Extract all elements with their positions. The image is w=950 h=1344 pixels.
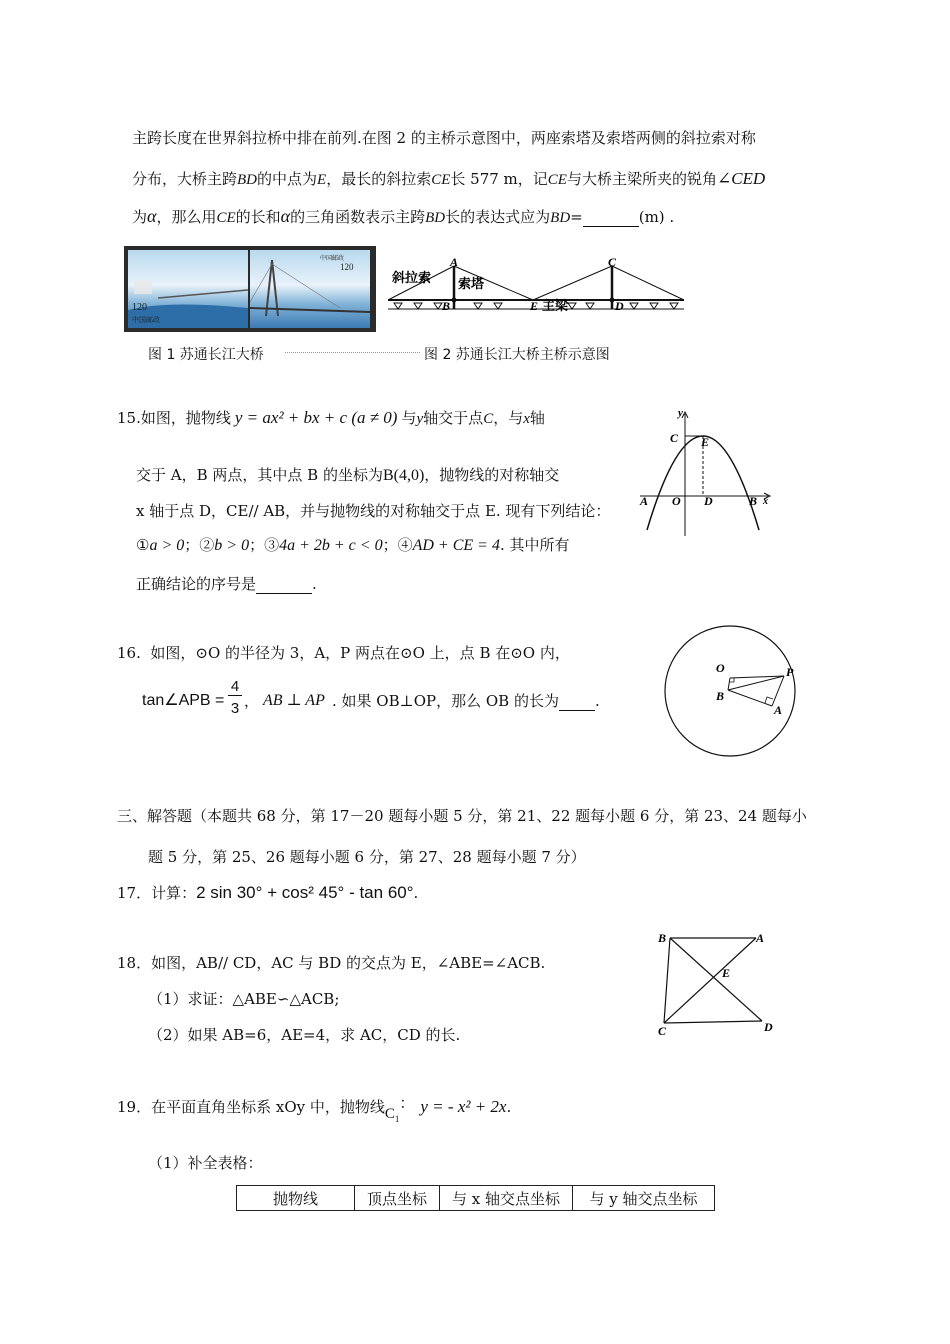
text: ，与 — [493, 409, 524, 427]
text: . — [506, 1098, 512, 1116]
text: 长 577 m，记 — [450, 170, 548, 188]
fig-label-B: B — [658, 931, 667, 945]
text: 分布，大桥主跨 — [132, 170, 238, 188]
math-var: x — [523, 411, 530, 427]
text: ， — [244, 692, 260, 710]
q18-figure — [652, 925, 782, 1041]
label-beam: 主梁 — [542, 298, 569, 313]
subscript: 1 — [394, 1114, 400, 1124]
math-var: α — [280, 206, 291, 226]
fig-label-O: O — [672, 494, 681, 508]
caption-figure-1: 图 1 苏通长江大桥 — [148, 347, 264, 363]
question-number: 15. — [117, 409, 141, 427]
label-E: E — [530, 299, 539, 313]
q18-line-1: 18．如图，AB// CD，AC 与 BD 的交点为 E，∠ABE=∠ACB. — [117, 954, 546, 972]
fig-label-E: E — [701, 435, 710, 449]
stamp-value: 120 — [132, 302, 147, 313]
text: 轴交于点 — [423, 409, 484, 427]
fig-label-A: A — [774, 703, 783, 717]
text: . 其中所有 — [499, 536, 570, 554]
stamp-value: 120 — [340, 262, 354, 272]
fig-label-E: E — [722, 966, 731, 980]
text: . — [594, 692, 600, 710]
bridge-diagram — [384, 252, 704, 332]
intro-line-3 — [132, 206, 674, 227]
q16-circle-figure — [664, 618, 804, 766]
text: ；④ — [382, 536, 413, 554]
text: 正确结论的序号是 — [136, 575, 257, 593]
q15-line-2 — [136, 464, 559, 485]
text: ，那么用 — [156, 208, 217, 226]
label-B: B — [442, 299, 451, 313]
section-3-heading: 三、解答题（本题共 68 分，第 17－20 题每小题 5 分，第 21、22 题每小题 6 分，第 23、24 题每小 — [117, 807, 807, 825]
text: ；② — [184, 536, 215, 554]
label-C: C — [608, 255, 617, 269]
dotted-separator — [285, 352, 420, 353]
text: 17．计算： — [117, 884, 197, 902]
text: ，最长的斜拉索 — [326, 170, 432, 188]
text: ： — [399, 1094, 415, 1112]
stamp-left — [128, 250, 248, 328]
text: ，抛物线的对称轴交 — [424, 466, 560, 484]
fig-label-B: B — [716, 689, 725, 703]
intro-line-1: 主跨长度在世界斜拉桥中排在前列.在图 2 的主桥示意图中，两座索塔及索塔两侧的斜拉索对称 — [132, 129, 756, 147]
math-formula: y = ax² + bx + c (a ≠ 0) — [234, 408, 398, 427]
text: 如图，⊙O 的半径为 3，A，P 两点在⊙O 上，点 B 在⊙O 内， — [150, 644, 570, 662]
stamp-left-art — [128, 250, 248, 328]
text: 长的表达式应为 — [445, 208, 551, 226]
text: . — [312, 575, 317, 593]
q19-part-1: （1）补全表格： — [148, 1154, 263, 1172]
stamp-right — [250, 250, 370, 328]
section-3-heading-cont: 题 5 分，第 25、26 题每小题 6 分，第 27、28 题每小题 7 分） — [148, 848, 586, 866]
text: 的长和 — [235, 208, 281, 226]
fig-label-D: D — [764, 1020, 773, 1034]
math-formula: b > 0 — [214, 537, 250, 554]
table-header-cell: 与 y 轴交点坐标 — [573, 1186, 715, 1211]
text: 的三角函数表示主跨 — [290, 208, 426, 226]
text: 如图，抛物线 — [140, 409, 231, 427]
math-var: CE — [216, 210, 236, 226]
table-header-cell: 顶点坐标 — [355, 1186, 440, 1211]
stamp-right-art — [250, 250, 370, 328]
stamp-brand: 中国邮政 — [132, 316, 160, 324]
text: ① — [136, 536, 150, 554]
math-var: α — [147, 206, 157, 226]
label-cable: 斜拉索 — [392, 270, 432, 285]
q16-line-1 — [117, 642, 570, 663]
math-var: C — [483, 411, 494, 427]
q17 — [117, 882, 418, 903]
answer-blank[interactable] — [583, 208, 639, 227]
answer-blank[interactable] — [559, 692, 595, 711]
q19-table — [236, 1185, 715, 1211]
text: 为 — [132, 208, 148, 226]
math-coord: B(4,0) — [382, 467, 425, 484]
fig-label-y: y — [678, 407, 683, 419]
text: 交于 A，B 两点，其中点 B 的坐标为 — [136, 466, 383, 484]
q15-line-1 — [117, 407, 545, 428]
q18-part-2: （2）如果 AB=6，AE=4，求 AC，CD 的长. — [148, 1026, 461, 1044]
answer-blank[interactable] — [256, 575, 312, 594]
q15-line-4 — [136, 534, 570, 555]
text: (m) . — [638, 208, 675, 226]
question-number: 16. — [117, 644, 141, 662]
text: . 如果 OB⊥OP，那么 OB 的长为 — [332, 692, 559, 710]
stamp-brand: 中国邮政 — [320, 256, 345, 262]
caption-figure-2: 图 2 苏通长江大桥主桥示意图 — [424, 347, 610, 363]
label-A: A — [450, 255, 459, 269]
text: 轴 — [529, 409, 545, 427]
text: 19．在平面直角坐标系 xOy 中，抛物线 — [117, 1098, 385, 1116]
math-var: BD — [425, 210, 446, 226]
fig-label-C: C — [658, 1024, 667, 1038]
math-var: CE — [431, 172, 451, 188]
table-header-cell: 抛物线 — [237, 1186, 355, 1211]
fig-label-x: x — [763, 496, 768, 507]
math-formula: 4a + 2b + c < 0 — [279, 537, 383, 554]
table-row — [237, 1186, 715, 1211]
text: . — [413, 884, 419, 902]
fig-label-P: P — [786, 665, 794, 679]
intro-line-2 — [132, 168, 765, 189]
math-var: CE — [547, 172, 567, 188]
q16-line-2-text — [332, 690, 600, 711]
fig-label-B: B — [749, 494, 758, 508]
fraction-denominator: 3 — [230, 700, 240, 717]
text: 与大桥主梁所夹的锐角 — [566, 170, 717, 188]
math-var: BD — [550, 210, 571, 226]
q15-parabola-figure — [636, 402, 776, 542]
math-var: E — [317, 172, 327, 188]
label-D: D — [615, 299, 624, 313]
text: = — [570, 208, 583, 226]
fig-label-O: O — [716, 661, 725, 675]
table-header-cell: 与 x 轴交点坐标 — [440, 1186, 573, 1211]
curve-name — [385, 1106, 400, 1122]
math-var: BD — [237, 172, 258, 188]
math-formula: a > 0 — [149, 537, 185, 554]
math-formula: 2 sin 30° + cos² 45° - tan 60° — [196, 883, 414, 902]
text: C — [384, 1106, 395, 1122]
text: ；③ — [249, 536, 280, 554]
q19-line-1 — [117, 1096, 511, 1126]
fig-label-D: D — [704, 494, 713, 508]
math-var: y — [416, 411, 424, 427]
math-perp: AB ⊥ AP — [263, 692, 325, 709]
fraction-numerator: 4 — [228, 678, 242, 696]
math-angle: ∠CED — [716, 169, 766, 188]
q15-line-5 — [136, 573, 317, 594]
q18-part-1: （1）求证：△ABE∽△ACB; — [148, 990, 340, 1008]
q15-line-3: x 轴于点 D，CE// AB，并与抛物线的对称轴交于点 E. 现有下列结论： — [136, 502, 611, 520]
fig-label-A: A — [640, 494, 649, 508]
tan-expression: tan∠APB = — [142, 692, 225, 709]
fig-label-C: C — [670, 431, 679, 445]
label-tower: 索塔 — [458, 276, 485, 291]
fig-label-A: A — [756, 931, 765, 945]
text: 与 — [401, 409, 417, 427]
text: 的中点为 — [257, 170, 318, 188]
math-formula: y = - x² + 2x — [420, 1097, 507, 1116]
math-formula: AD + CE = 4 — [412, 537, 500, 554]
